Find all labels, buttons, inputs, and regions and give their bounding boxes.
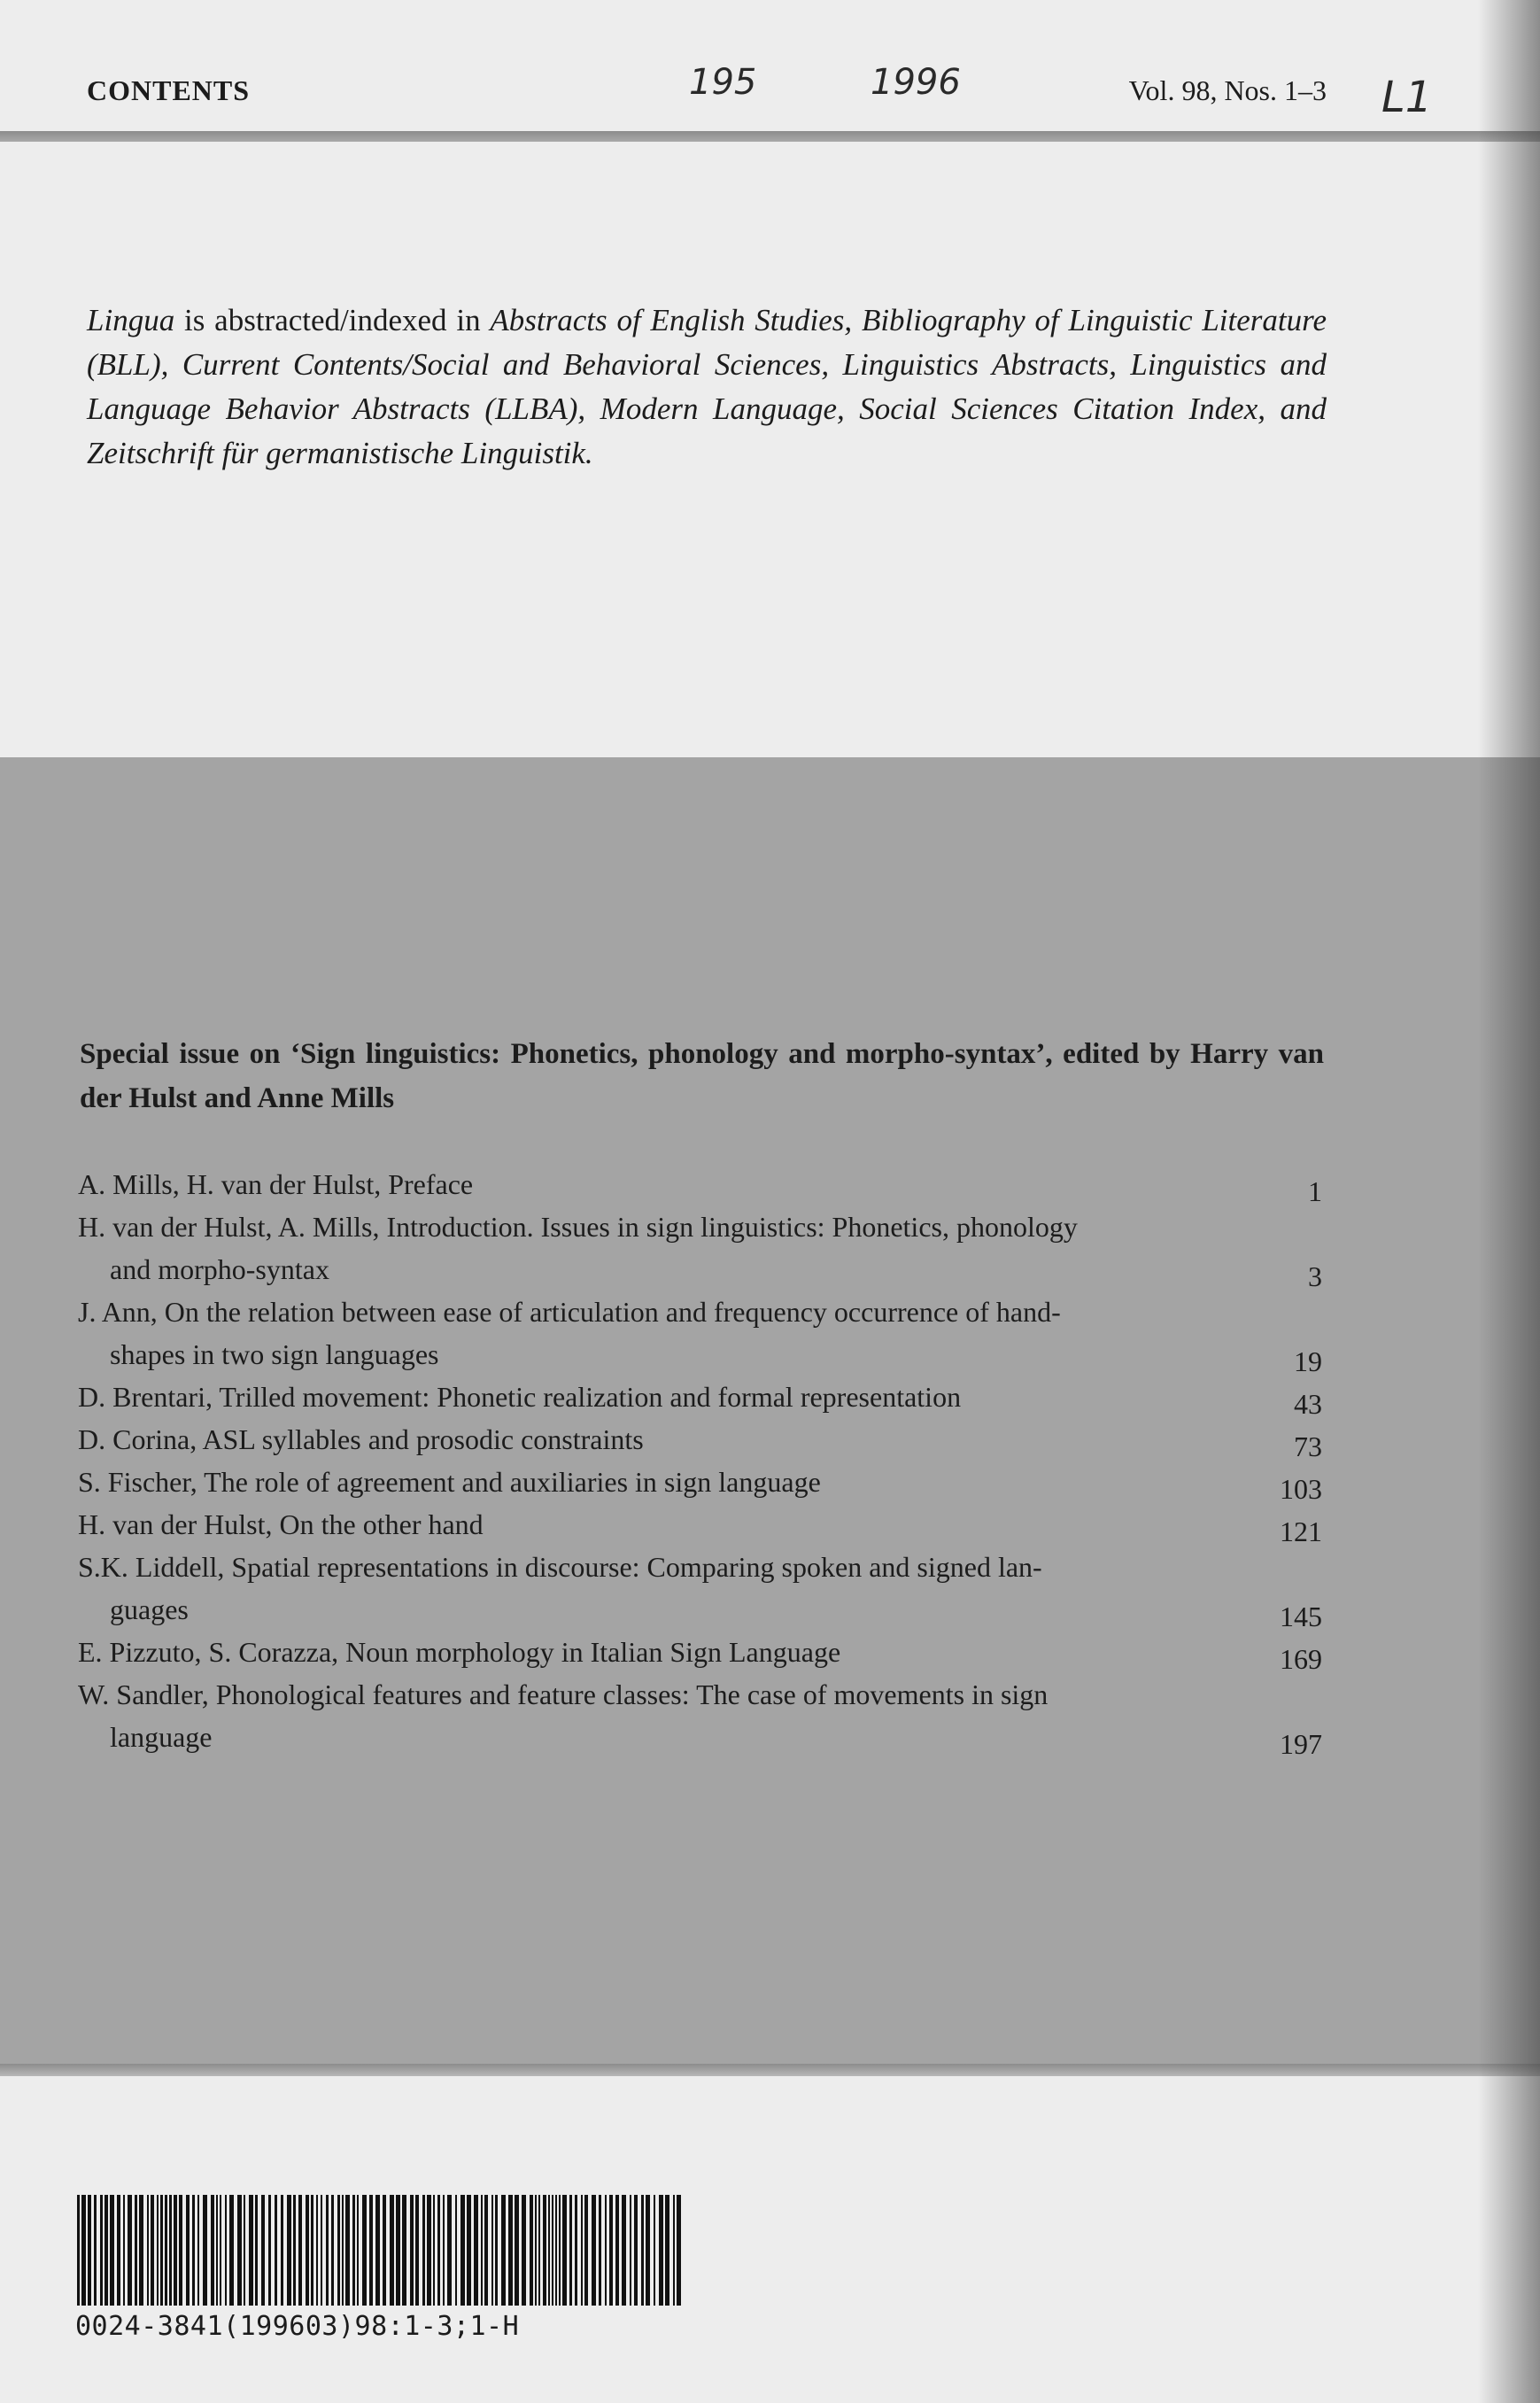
barcode-bar [135,2195,137,2306]
toc-entry-page: 3 [1308,1260,1322,1292]
barcode-bar [677,2195,681,2306]
toc-entry-page: 1 [1308,1175,1322,1207]
barcode-bar [216,2195,218,2306]
barcode-bar [467,2195,471,2306]
toc-entry-page: 19 [1294,1345,1322,1377]
barcode-bar [415,2195,419,2306]
barcode-bar [673,2195,675,2306]
barcode-bar [345,2195,350,2306]
barcode-number: 0024-3841(199603)98:1-3;1-H [75,2311,520,2342]
barcode-bar [575,2195,577,2306]
barcode-bar [220,2195,221,2306]
barcode-bar [287,2195,291,2306]
barcode-bar [538,2195,540,2306]
barcode-bar [383,2195,386,2306]
barcode-bar [447,2195,452,2306]
barcode-bar [186,2195,190,2306]
barcode-bar [331,2195,334,2306]
barcode-bar [641,2195,644,2306]
toc-entry [78,1418,1322,1461]
barcode-bar [229,2195,234,2306]
barcode-bar [337,2195,340,2306]
toc-entry-page: 145 [1280,1601,1322,1632]
toc-entry-title-cont: shapes in two sign languages [110,1338,439,1370]
barcode-bar [100,2195,103,2306]
toc-entry [78,1546,1322,1631]
barcode-bar [609,2195,613,2306]
barcode-bar [390,2195,394,2306]
table-of-contents [78,1163,1322,1758]
barcode-bars [75,2195,686,2306]
barcode-bar [160,2195,163,2306]
toc-entry [78,1205,1322,1291]
page-shadow-edge [1478,0,1540,2403]
toc-entry [78,1503,1322,1546]
toc-entry-title-cont: guages [110,1593,189,1625]
barcode-bar [237,2195,242,2306]
barcode-bar [169,2195,172,2306]
barcode-bar [581,2195,583,2306]
toc-entry-title: A. Mills, H. van der Hulst, Preface [78,1168,474,1200]
barcode-bar [552,2195,553,2306]
toc-entry-page: 121 [1280,1515,1322,1547]
barcode-bar [147,2195,149,2306]
toc-entry-title-cont: language [110,1721,213,1753]
barcode-bar [605,2195,607,2306]
barcode-bar [584,2195,588,2306]
barcode-bar [634,2195,638,2306]
barcode-bar [249,2195,253,2306]
barcode-bar [139,2195,143,2306]
volume-label: Vol. 98, Nos. 1–3 [1128,74,1327,106]
barcode-bar [261,2195,265,2306]
barcode-bar [197,2195,199,2306]
barcode-bar [443,2195,445,2306]
barcode-bar [437,2195,440,2306]
toc-entry [78,1673,1322,1758]
toc-entry-title: D. Corina, ASL syllables and prosodic constraints [78,1423,644,1455]
toc-entry [78,1291,1322,1376]
barcode-bar [402,2195,406,2306]
abstracting-notice [87,298,1327,476]
header-rule [0,131,1540,142]
barcode-bar [515,2195,519,2306]
barcode-bar [474,2195,478,2306]
barcode-bar [396,2195,400,2306]
barcode-bar [548,2195,550,2306]
barcode-bar [562,2195,567,2306]
barcode-bar [104,2195,108,2306]
barcode-bar [192,2195,195,2306]
toc-entry [78,1631,1322,1673]
barcode-bar [342,2195,344,2306]
barcode-bar [481,2195,483,2306]
barcode-bar [88,2195,91,2306]
indexing-services: Abstracts of English Studies, Bibliography of Linguistic Literature (BLL), Current Contents/Social and Behavioral Sciences, Linguistics Abstracts, Linguistics and Language Behavior Abstracts (LLBA), Modern Language, Social Sciences Citation Index, and Zeitschrift für germanistische Linguistik. [87,303,1327,470]
toc-entry-title: S.K. Liddell, Spatial representations in discourse: Comparing spoken and signed lan- [78,1551,1042,1583]
barcode-bar [501,2195,506,2306]
page-header [87,62,1327,124]
barcode-bar [569,2195,572,2306]
barcode-bar [615,2195,619,2306]
barcode-bar [311,2195,313,2306]
toc-entry [78,1461,1322,1503]
barcode-bar [298,2195,302,2306]
barcode-bar [592,2195,596,2306]
contents-heading: CONTENTS [87,74,251,106]
barcode-bar [157,2195,159,2306]
barcode-bar [275,2195,277,2306]
barcode-bar [369,2195,373,2306]
barcode-bar [622,2195,626,2306]
toc-entry-title: H. van der Hulst, On the other hand [78,1508,484,1540]
barcode-bar [321,2195,322,2306]
handwritten-note-1: 195 [689,62,757,103]
barcode-bar [316,2195,318,2306]
barcode-bar [522,2195,526,2306]
barcode-bar [179,2195,182,2306]
barcode-bar [306,2195,309,2306]
abstract-intro: is abstracted/indexed in [174,303,491,337]
toc-entry-page: 43 [1294,1388,1322,1420]
special-issue-title: Special issue on ‘Sign linguistics: Phonetics, phonology and morpho-syntax’, edited by Harry van der Hulst and Anne Mills [80,1038,1324,1114]
barcode-bar [555,2195,557,2306]
barcode-bar [203,2195,207,2306]
barcode-bar [599,2195,601,2306]
barcode-bar [484,2195,488,2306]
barcode-bar [410,2195,414,2306]
barcode-bar [326,2195,329,2306]
barcode-bar [77,2195,80,2306]
toc-entry-title: J. Ann, On the relation between ease of articulation and frequency occurrence of hand- [78,1296,1061,1328]
toc-entry-page: 197 [1280,1728,1322,1760]
barcode-bar [165,2195,167,2306]
barcode-bar [94,2195,97,2306]
toc-entry-title: E. Pizzuto, S. Corazza, Noun morphology in Italian Sign Language [78,1636,841,1668]
barcode-bar [427,2195,431,2306]
barcode-bar [646,2195,650,2306]
barcode-bar [433,2195,435,2306]
barcode-bar [225,2195,227,2306]
toc-entry-title: H. van der Hulst, A. Mills, Introduction. Issues in sign linguistics: Phonetics, phonology [78,1211,1078,1243]
barcode-bar [268,2195,271,2306]
toc-entry-title: S. Fischer, The role of agreement and auxiliaries in sign language [78,1466,821,1498]
barcode-bar [559,2195,561,2306]
barcode-bar [211,2195,214,2306]
barcode-bar [543,2195,546,2306]
barcode-bar [665,2195,669,2306]
barcode-bar [630,2195,631,2306]
barcode-bar [422,2195,425,2306]
barcode-bar [455,2195,457,2306]
toc-entry-title: D. Brentari, Trilled movement: Phonetic realization and formal representation [78,1381,962,1413]
barcode-bar [110,2195,114,2306]
barcode-bar [117,2195,120,2306]
barcode-bar [357,2195,359,2306]
barcode-bar [659,2195,663,2306]
toc-entry-title-cont: and morpho-syntax [110,1253,329,1285]
barcode-bar [491,2195,493,2306]
handwritten-note-3: L1 [1381,73,1433,122]
toc-entry [78,1163,1322,1205]
barcode-bar [293,2195,296,2306]
barcode-bar [174,2195,177,2306]
barcode-bar [244,2195,245,2306]
journal-name: Lingua [87,303,175,337]
barcode-bar [495,2195,498,2306]
barcode-bar [281,2195,283,2306]
issn-barcode [75,2195,686,2342]
barcode-bar [535,2195,537,2306]
barcode-bar [460,2195,465,2306]
barcode-bar [654,2195,655,2306]
barcode-bar [352,2195,355,2306]
barcode-bar [508,2195,513,2306]
barcode-bar [530,2195,533,2306]
barcode-bar [151,2195,154,2306]
toc-entry-title: W. Sandler, Phonological features and feature classes: The case of movements in sign [78,1678,1049,1710]
toc-entry-page: 73 [1294,1430,1322,1462]
barcode-bar [362,2195,367,2306]
barcode-bar [128,2195,132,2306]
barcode-bar [81,2195,86,2306]
barcode-bar [123,2195,125,2306]
toc-entry [78,1376,1322,1418]
barcode-bar [255,2195,258,2306]
toc-entry-page: 103 [1280,1473,1322,1505]
handwritten-note-2: 1996 [871,62,961,103]
footer-rule [0,2064,1540,2076]
toc-entry-page: 169 [1280,1643,1322,1675]
barcode-bar [375,2195,380,2306]
